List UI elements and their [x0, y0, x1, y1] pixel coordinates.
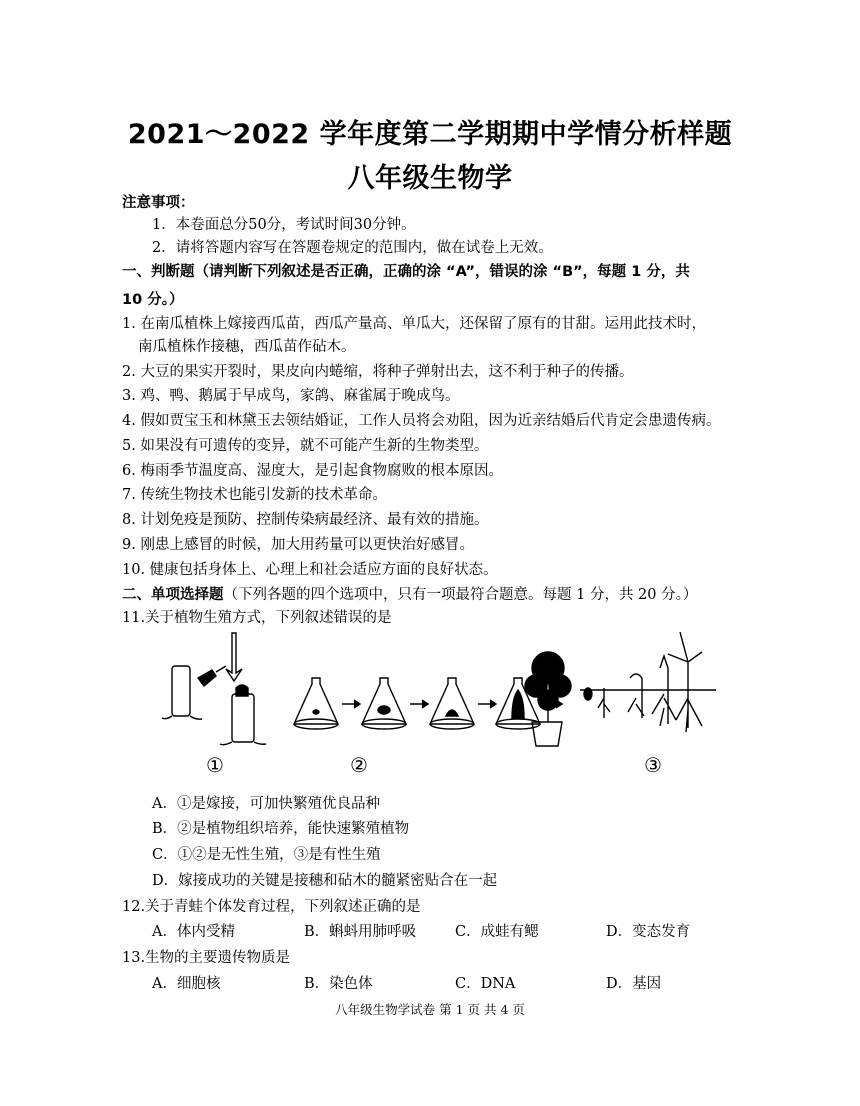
- figure-label-1: ①: [206, 753, 224, 777]
- section1-heading-cont: 10 分。）: [122, 292, 184, 308]
- q12-stem: 12.关于青蛙个体发育过程，下列叙述正确的是: [122, 899, 421, 915]
- grafting-illustration: [162, 633, 266, 745]
- q12-option-c: C．成蛙有鳃: [455, 924, 539, 940]
- q12-option-a: A．体内受精: [152, 924, 235, 940]
- q11-figure: [160, 628, 720, 778]
- q13-option-a: A．细胞核: [152, 976, 221, 992]
- tf-question: 10. 健康包括身体上、心理上和社会适应方面的良好状态。: [122, 562, 498, 578]
- q12-option-d: D．变态发育: [606, 924, 691, 940]
- tf-question: 3. 鸡、鸭、鹅属于早成鸟，家鸽、麻雀属于晚成鸟。: [122, 388, 460, 404]
- tf-question: 2. 大豆的果实开裂时，果皮向内蜷缩，将种子弹射出去，这不利于种子的传播。: [122, 364, 634, 380]
- tf-question: 4. 假如贾宝玉和林黛玉去领结婚证，工作人员将会劝阻，因为近亲结婚后代肯定会患遗传病。: [122, 413, 721, 429]
- section1-heading: 一、判断题（请判断下列叙述是否正确，正确的涂 “A”，错误的涂 “B”，每题 1 分，共: [122, 264, 690, 280]
- tf-question: 5. 如果没有可遗传的变异，就不可能产生新的生物类型。: [122, 438, 489, 454]
- q11-option-b: B．②是植物组织培养，能快速繁殖植物: [152, 821, 410, 837]
- tissue-culture-illustration: [294, 652, 571, 746]
- q13-option-c: C．DNA: [455, 976, 516, 992]
- tf-question: 7. 传统生物技术也能引发新的技术革命。: [122, 487, 387, 503]
- section2-heading: [122, 585, 697, 605]
- notes-heading: 注意事项：: [122, 195, 195, 211]
- note-item: 1．本卷面总分50分，考试时间30分钟。: [152, 217, 416, 233]
- q13-option-b: B．染色体: [304, 976, 373, 992]
- tf-question: 9. 刚患上感冒的时候，加大用药量可以更快治好感冒。: [122, 537, 474, 553]
- section2-heading-bold: 二、单项选择题: [122, 587, 224, 603]
- q12-option-b: B．蝌蚪用肺呼吸: [304, 924, 417, 940]
- q11-option-c: C．①②是无性生殖，③是有性生殖: [152, 847, 381, 863]
- page-footer: 八年级生物学试卷 第 1 页 共 4 页: [335, 1002, 525, 1017]
- tf-question-cont: 南瓜植株作接穗，西瓜苗作砧木。: [138, 339, 356, 355]
- q11-option-a: A．①是嫁接，可加快繁殖优良品种: [152, 796, 380, 812]
- figure-label-3: ③: [644, 753, 662, 777]
- q13-stem: 13.生物的主要遗传物质是: [122, 950, 291, 966]
- exam-title: 2021～2022 学年度第二学期期中学情分析样题: [127, 119, 733, 150]
- tf-question: 6. 梅雨季节温度高、湿度大，是引起食物腐败的根本原因。: [122, 463, 503, 479]
- figure-label-2: ②: [350, 753, 368, 777]
- note-item: 2．请将答题内容写在答题卷规定的范围内，做在试卷上无效。: [152, 240, 553, 256]
- tf-question: 8. 计划免疫是预防、控制传染病最经济、最有效的措施。: [122, 512, 489, 528]
- q13-option-d: D．基因: [606, 976, 662, 992]
- section2-heading-rest: （下列各题的四个选项中，只有一项最符合题意。每题 1 分，共 20 分。）: [223, 587, 698, 603]
- tf-question: 1. 在南瓜植株上嫁接西瓜苗，西瓜产量高、单瓜大，还保留了原有的甘甜。运用此技术时，: [122, 316, 706, 332]
- q11-option-d: D．嫁接成功的关键是接穗和砧木的髓紧密贴合在一起: [152, 873, 498, 889]
- exam-subtitle: 八年级生物学: [347, 163, 513, 194]
- q11-stem: 11.关于植物生殖方式，下列叙述错误的是: [122, 610, 392, 626]
- seed-germination-illustration: [580, 632, 716, 732]
